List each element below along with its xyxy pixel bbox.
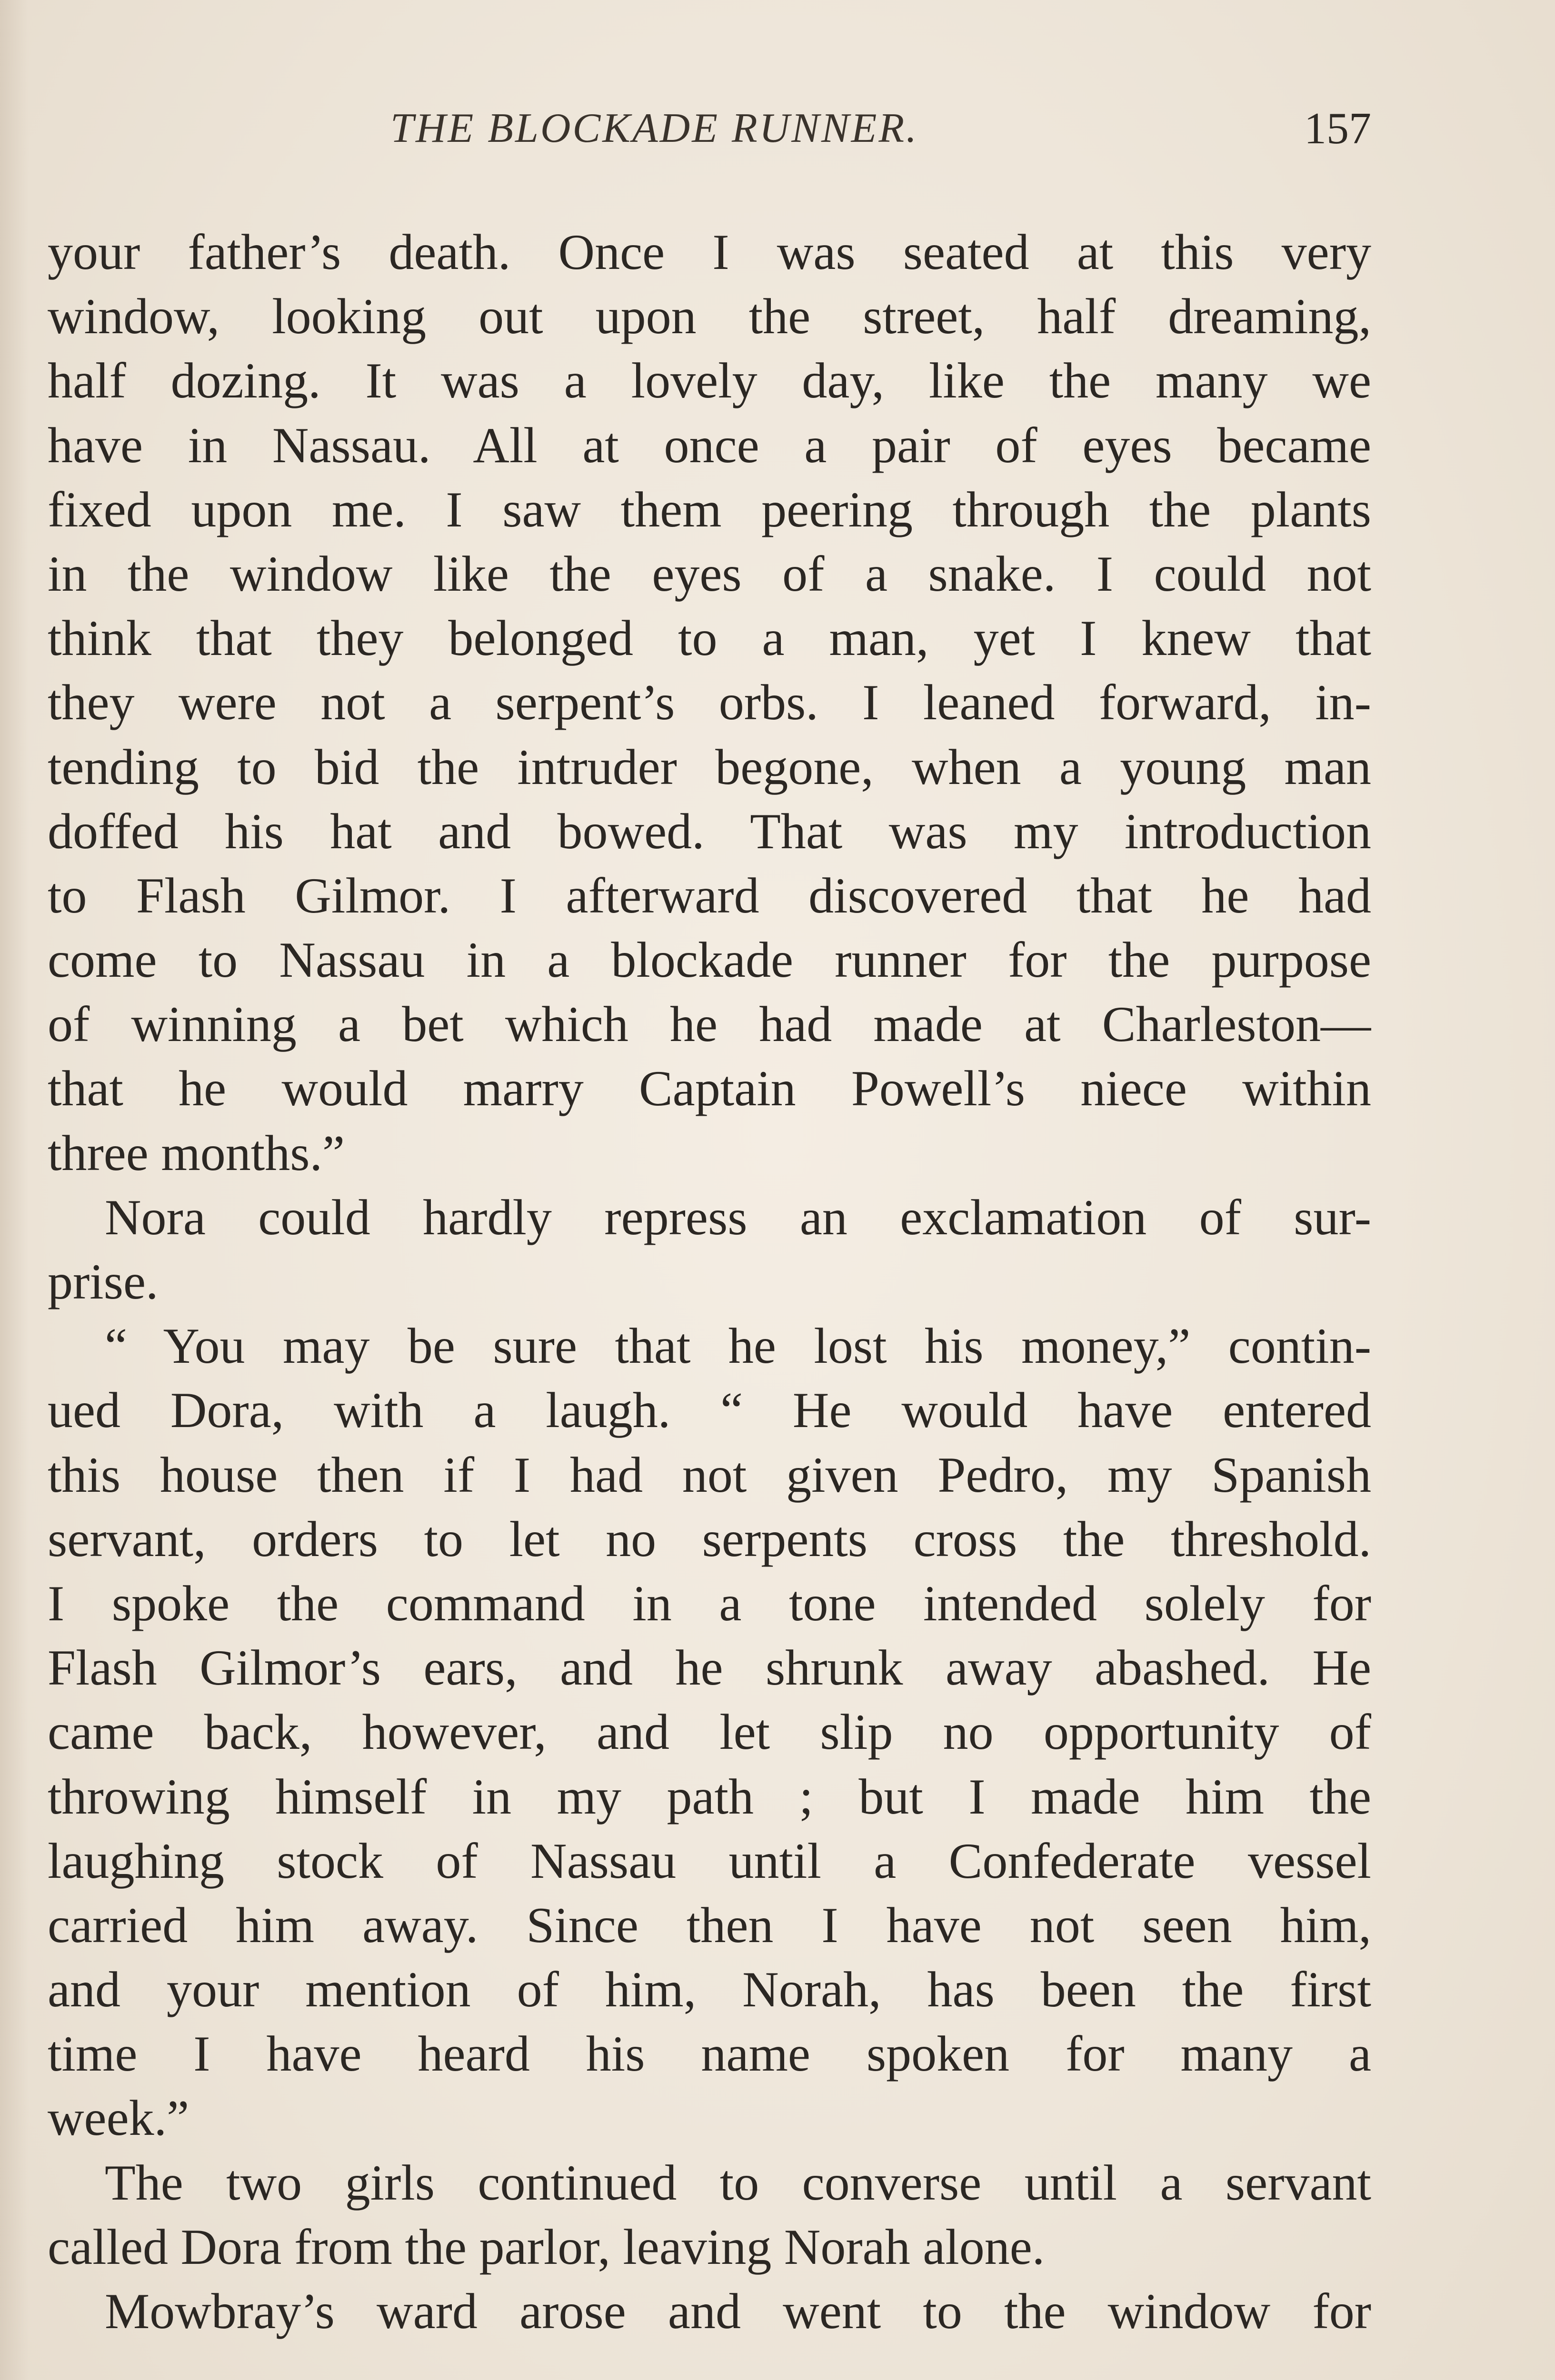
text-line: think that they belonged to a man, yet I knew that <box>48 610 1371 666</box>
text-line: your father’s death. Once I was seated at this very <box>48 224 1371 280</box>
text-line: half dozing. It was a lovely day, like the many we <box>48 353 1371 409</box>
text-line: they were not a serpent’s orbs. I leaned forward, in- <box>48 674 1371 731</box>
text-line: three months.” <box>48 1125 345 1181</box>
text-line: I spoke the command in a tone intended solely for <box>48 1575 1371 1631</box>
text-line: time I have heard his name spoken for many a <box>48 2026 1371 2082</box>
text-line: tending to bid the intruder begone, when a young man <box>48 739 1371 795</box>
page-header <box>48 98 1371 169</box>
text-line: this house then if I had not given Pedro, my Spanish <box>48 1447 1371 1503</box>
text-line: week.” <box>48 2090 189 2146</box>
text-line: Mowbray’s ward arose and went to the window for <box>105 2283 1371 2339</box>
text-line: “ You may be sure that he lost his money,” contin- <box>105 1318 1371 1374</box>
text-line: ued Dora, with a laugh. “ He would have entered <box>48 1382 1371 1438</box>
text-line: called Dora from the parlor, leaving Norah alone. <box>48 2219 1045 2275</box>
running-head: THE BLOCKADE RUNNER. <box>390 105 919 151</box>
text-line: throwing himself in my path ; but I made him the <box>48 1768 1371 1825</box>
text-line: The two girls continued to converse until a servant <box>105 2154 1371 2211</box>
text-line: to Flash Gilmor. I afterward discovered that he had <box>48 867 1371 923</box>
text-line: doffed his hat and bowed. That was my introduction <box>48 803 1371 859</box>
text-line: prise. <box>48 1254 159 1309</box>
text-line: that he would marry Captain Powell’s niece within <box>48 1061 1371 1117</box>
text-line: carried him away. Since then I have not seen him, <box>48 1897 1371 1953</box>
text-line: fixed upon me. I saw them peering through the plants <box>48 481 1371 537</box>
text-line: have in Nassau. All at once a pair of eyes became <box>48 417 1371 473</box>
text-line: Flash Gilmor’s ears, and he shrunk away abashed. He <box>48 1640 1371 1696</box>
text-line: and your mention of him, Norah, has been the first <box>48 1962 1371 2018</box>
gutter-shadow <box>0 0 29 2380</box>
text-line: servant, orders to let no serpents cross the threshold. <box>48 1511 1371 1567</box>
text-line: in the window like the eyes of a snake. I could not <box>48 545 1371 602</box>
body-text <box>48 220 1371 2343</box>
text-line: window, looking out upon the street, half dreaming, <box>48 288 1371 345</box>
text-line: came back, however, and let slip no opportunity of <box>48 1704 1371 1760</box>
text-line: come to Nassau in a blockade runner for the purpose <box>48 932 1371 988</box>
page-number: 157 <box>1304 104 1371 153</box>
text-line: Nora could hardly repress an exclamation of sur- <box>105 1189 1371 1245</box>
text-line: of winning a bet which he had made at Charleston— <box>48 996 1371 1052</box>
text-line: laughing stock of Nassau until a Confederate vessel <box>48 1833 1371 1889</box>
